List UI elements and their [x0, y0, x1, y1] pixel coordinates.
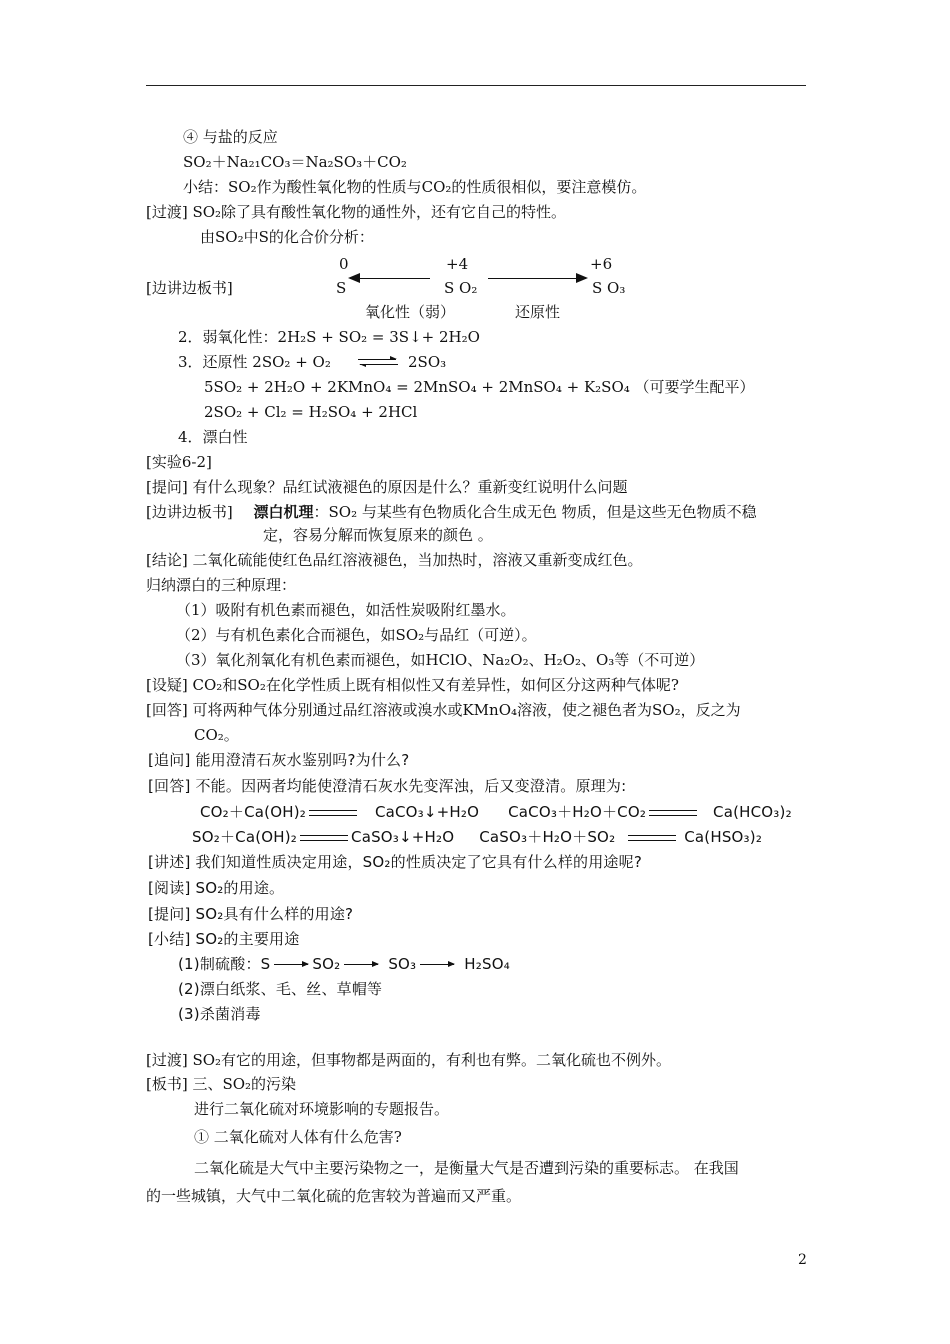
so2-eq-1: SO₂＋Ca(OH)₂ CaSO₃↓+H₂O CaSO₃＋H₂O＋SO₂ Ca(HSO₃)₂: [192, 828, 763, 846]
use-1: (1)制硫酸：S SO₂ SO₃ H₂SO₄: [178, 955, 510, 973]
reducing-eq: 3．还原性 2SO₂ + O₂: [178, 353, 331, 371]
question-line: [提问] 有什么现象？品红试液褪色的原因是什么？重新变红说明什么问题: [146, 478, 628, 496]
transition-line: [过渡] SO₂除了具有酸性氧化物的通性外，还有它自己的特性。: [146, 203, 567, 221]
kmno4-eq: 5SO₂ + 2H₂O + 2KMnO₄ = 2MnSO₄ + 2MnSO₄ + K₂SO₄ （可要学生配平）: [204, 378, 755, 396]
transition-2: [过渡] SO₂有它的用途，但事物都是两面的，有利也有弊。二氧化硫也不例外。: [146, 1051, 672, 1069]
reducing-eq-product: 2SO₃: [408, 353, 447, 371]
mechanism-cont: 定，容易分解而恢复原来的颜色 。: [263, 526, 493, 544]
answer-no: [回答] 不能。因两者均能使澄清石灰水先变浑浊，后又变澄清。原理为:: [148, 777, 627, 795]
bleaching-heading: 4．漂白性: [178, 428, 248, 446]
harm-question: ① 二氧化硫对人体有什么危害?: [194, 1128, 402, 1146]
uses-summary: [小结] SO₂的主要用途: [148, 930, 300, 948]
doubt-line: [设疑] CO₂和SO₂在化学性质上既有相似性又有差异性，如何区分这两种气体呢?: [146, 676, 679, 694]
mechanism-line: [146, 502, 757, 522]
report-line: 进行二氧化硫对环境影响的专题报告。: [194, 1100, 450, 1118]
summary-line: 小结：SO₂作为酸性氧化物的性质与CO₂的性质很相似，要注意模仿。: [183, 178, 647, 196]
conclusion-line: [结论] 二氧化硫能使红色品红溶液褪色，当加热时，溶液又重新变成红色。: [146, 551, 643, 569]
equation-salt: SO₂＋Na₂₁CO₃＝Na₂SO₃＋CO₂: [183, 153, 407, 171]
board-label-2: [边讲边板书]: [146, 503, 233, 521]
equals-icon: [300, 835, 348, 841]
pollution-text-2: 的一些城镇，大气中二氧化硫的危害较为普遍而又严重。: [146, 1187, 522, 1205]
answer-line: [回答] 可将两种气体分别通过品红溶液或溴水或KMnO₄溶液，使之褪色者为SO₂，反之为: [146, 701, 741, 719]
board-label: [边讲边板书]: [146, 279, 233, 297]
line-salt-reaction: ④ 与盐的反应: [183, 128, 278, 146]
arrow-icon: [344, 964, 378, 965]
sulfur-trioxide: S O₃: [592, 279, 626, 297]
reducing-label: 还原性: [515, 303, 561, 321]
pollution-text-1: 二氧化硫是大气中主要污染物之一，是衡量大气是否遭到污染的重要标志。 在我国: [194, 1159, 739, 1177]
valence-4: +4: [446, 255, 469, 273]
principle-1: （1）吸附有机色素而褪色，如活性炭吸附红墨水。: [176, 601, 516, 619]
header-rule: [146, 85, 806, 86]
followup-question: [追问] 能用澄清石灰水鉴别吗?为什么?: [148, 751, 410, 769]
principle-3: （3）氧化剂氧化有机色素而褪色，如HClO、Na₂O₂、H₂O₂、O₃等（不可逆）: [176, 651, 705, 669]
answer-cont: CO₂。: [194, 726, 239, 744]
narration-line: [讲述] 我们知道性质决定用途，SO₂的性质决定了它具有什么样的用途呢?: [148, 853, 642, 871]
uses-question: [提问] SO₂具有什么样的用途?: [148, 905, 354, 923]
principle-2: （2）与有机色素化合而褪色，如SO₂与品红（可逆）。: [176, 626, 537, 644]
page-number: 2: [798, 1252, 807, 1268]
valence-0: 0: [339, 255, 349, 273]
use-2: (2)漂白纸浆、毛、丝、草帽等: [178, 980, 383, 998]
sulfur-dioxide: S O₂: [444, 279, 478, 297]
equals-icon: [309, 810, 357, 816]
arrow-icon: [420, 964, 454, 965]
oxidizing-label: 氧化性（弱）: [365, 303, 456, 321]
valence-6: +6: [590, 255, 613, 273]
chlorine-eq: 2SO₂ + Cl₂ = H₂SO₄ + 2HCl: [204, 403, 418, 421]
sulfur-left: S: [336, 279, 347, 297]
mechanism-text: ：SO₂ 与某些有色物质化合生成无色 物质，但是这些无色物质不稳: [313, 503, 757, 521]
equals-icon: [628, 835, 676, 841]
co2-eq-1: CO₂＋Ca(OH)₂ CaCO₃↓+H₂O CaCO₃＋H₂O＋CO₂ Ca(HCO₃)₂: [200, 803, 792, 821]
arrow-icon: [274, 964, 308, 965]
use-3: (3)杀菌消毒: [178, 1005, 261, 1023]
valence-intro: 由SO₂中S的化合价分析：: [200, 228, 374, 246]
reversible-arrow-icon: [358, 358, 398, 368]
equals-icon: [649, 810, 697, 816]
experiment-label: [实验6-2]: [146, 453, 212, 471]
reading-line: [阅读] SO₂的用途。: [148, 879, 285, 897]
right-arrow-icon: [488, 278, 586, 279]
weak-oxidation: 2．弱氧化性：2H₂S + SO₂ = 3S↓+ 2H₂O: [178, 328, 480, 346]
left-arrow-icon: [350, 278, 430, 279]
principles-heading: 归纳漂白的三种原理：: [146, 576, 297, 594]
board-pollution: [板书] 三、SO₂的污染: [146, 1075, 297, 1093]
mechanism-term: 漂白机理: [253, 503, 314, 521]
